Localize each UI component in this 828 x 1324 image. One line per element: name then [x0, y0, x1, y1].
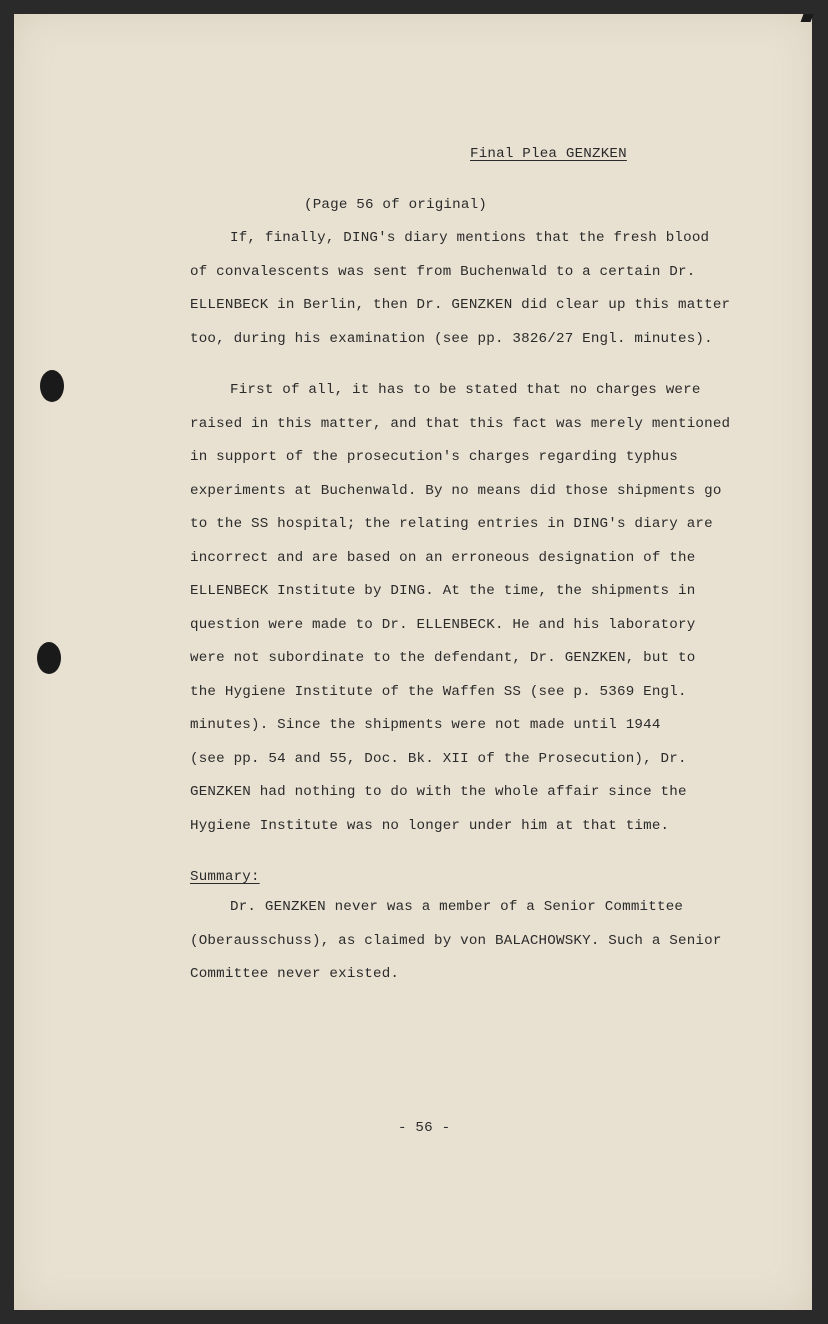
paragraph-line: in support of the prosecution's charges regarding typhus — [190, 449, 678, 465]
paragraph-line: to the SS hospital; the relating entries in DING's diary are — [190, 516, 713, 532]
paragraph-line: GENZKEN had nothing to do with the whole affair since the — [190, 784, 687, 800]
punch-hole-bottom — [37, 642, 61, 674]
paragraph-line: (Oberausschuss), as claimed by von BALACHOWSKY. Such a Senior — [190, 932, 722, 949]
corner-mark — [801, 14, 814, 22]
paragraph-line: Committee never existed. — [190, 966, 400, 982]
page-number: - 56 - — [398, 1120, 451, 1136]
paragraph-line: question were made to Dr. ELLENBECK. He and his laboratory — [190, 616, 696, 633]
paragraph-line: raised in this matter, and that this fact was merely mentioned — [190, 415, 731, 432]
paragraph-line: ELLENBECK Institute by DING. At the time, the shipments in — [190, 583, 696, 599]
summary-heading: Summary: — [190, 869, 260, 885]
paragraph-line: were not subordinate to the defendant, Dr. GENZKEN, but to — [190, 650, 696, 666]
paragraph-line: ELLENBECK in Berlin, then Dr. GENZKEN did clear up this matter — [190, 297, 731, 313]
paragraph-1 — [190, 222, 730, 356]
paragraph-line: (see pp. 54 and 55, Doc. Bk. XII of the Prosecution), Dr. — [190, 750, 687, 767]
paragraph-line: If, finally, DING's diary mentions that the fresh blood — [230, 230, 710, 246]
paragraph-line: minutes). Since the shipments were not made until 1944 — [190, 717, 661, 733]
paragraph-3 — [190, 891, 730, 992]
paragraph-2 — [190, 374, 730, 843]
header-title: Final Plea GENZKEN — [470, 146, 627, 162]
paragraph-line: experiments at Buchenwald. By no means did those shipments go — [190, 482, 722, 499]
paragraph-line: incorrect and are based on an erroneous designation of the — [190, 549, 696, 566]
punch-hole-top — [40, 370, 64, 402]
page-reference: (Page 56 of original) — [304, 197, 487, 213]
paragraph-line: of convalescents was sent from Buchenwald to a certain Dr. — [190, 263, 696, 280]
paragraph-line: Hygiene Institute was no longer under him at that time. — [190, 817, 670, 834]
paragraph-line: the Hygiene Institute of the Waffen SS (see p. 5369 Engl. — [190, 683, 687, 700]
paragraph-line: Dr. GENZKEN never was a member of a Senior Committee — [230, 899, 684, 915]
paragraph-line: too, during his examination (see pp. 3826/27 Engl. minutes). — [190, 330, 713, 347]
paragraph-line: First of all, it has to be stated that no charges were — [230, 382, 701, 398]
document-page — [14, 14, 812, 1310]
